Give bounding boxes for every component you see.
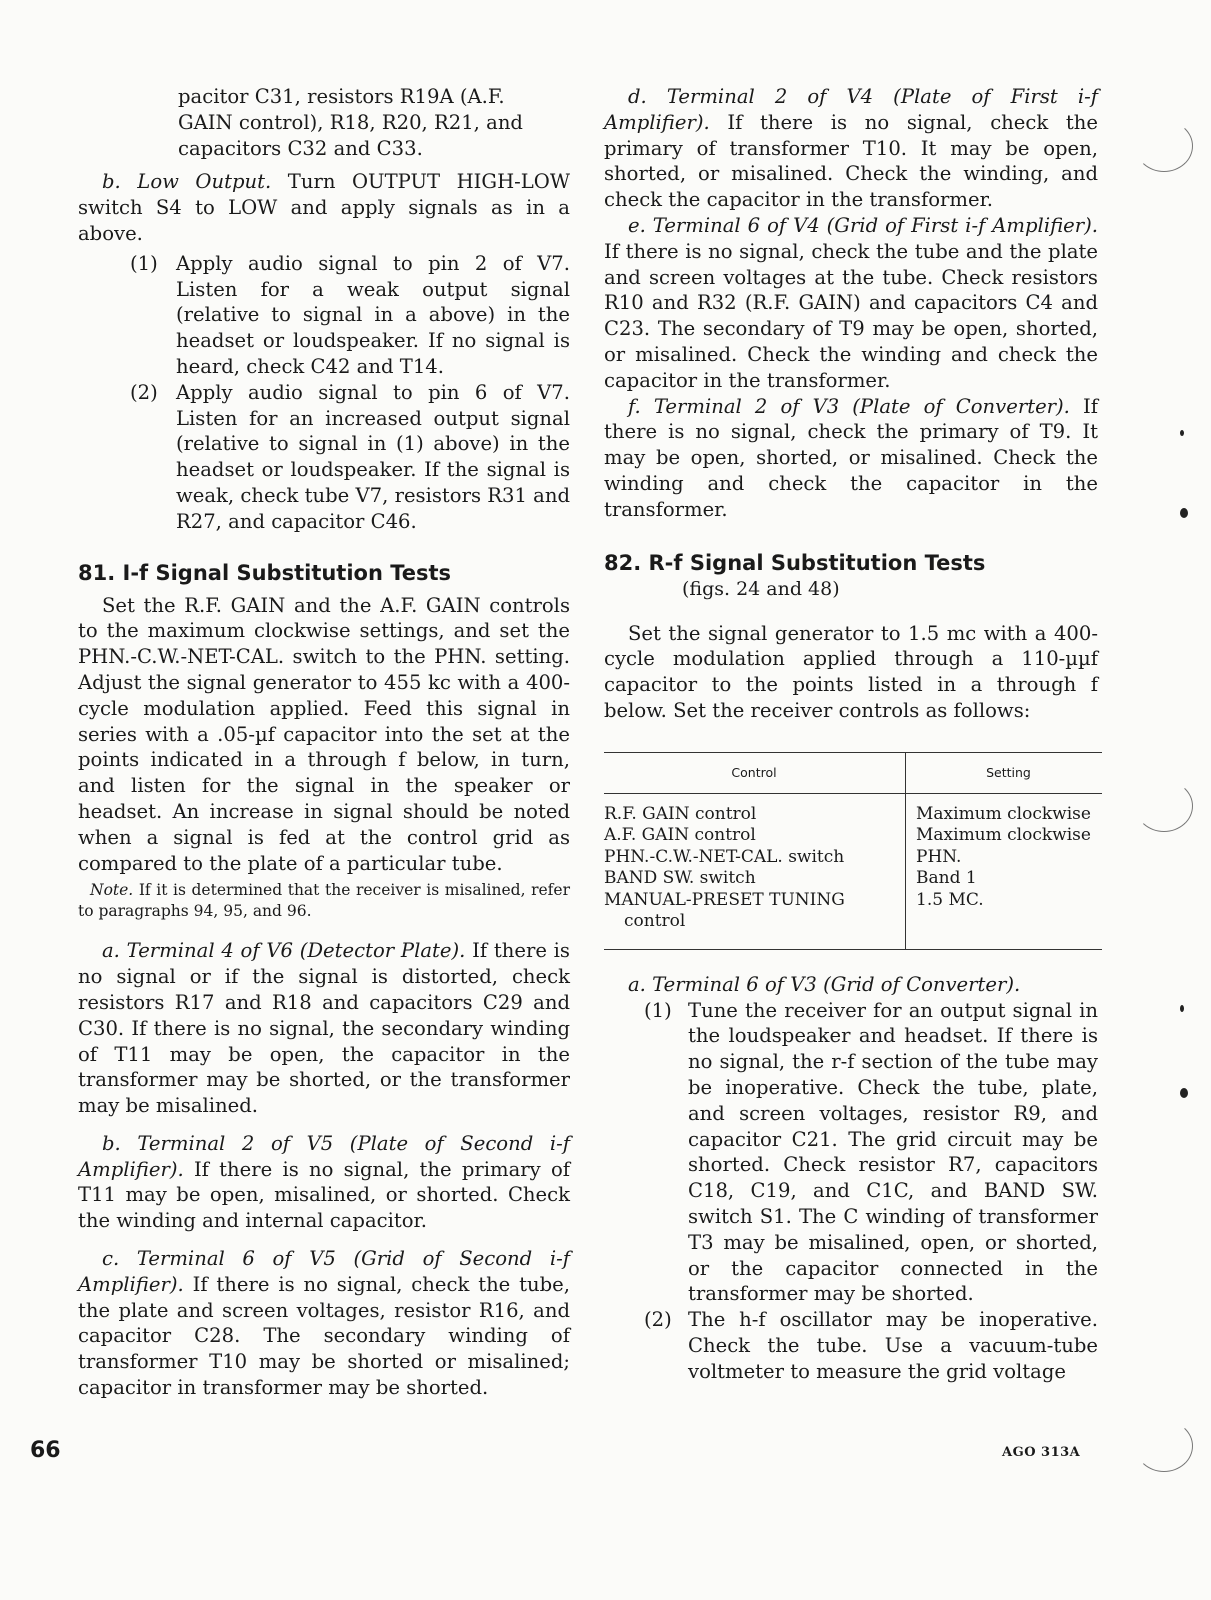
section-82-subheading: (figs. 24 and 48) (682, 577, 840, 600)
paragraph-label: d. Terminal 2 of V4 (Plate of First i-f Amplifier). (604, 85, 1098, 134)
paragraph-text: If there is no signal, check the primary of T9. It may be open, shorted, or misalined. Check the winding and check the capacitor in the transformer. (604, 394, 1098, 521)
scan-mark (1180, 508, 1188, 518)
scan-mark (1135, 780, 1193, 832)
control-name: R.F. GAIN control (604, 803, 757, 824)
setting-value: Maximum clockwise (916, 825, 1091, 846)
setting-value: Maximum clockwise (916, 803, 1091, 824)
scan-mark (1135, 120, 1193, 172)
paragraph-text: If there is no signal, check the primary of transformer T10. It may be open, shorted, or misalined. Check the winding, and check the capacitor in the transformer. (604, 110, 1098, 212)
list-text: Apply audio signal to pin 6 of V7. Listen for an increased output signal (relative to signal in (1) above) in the headset or loudspeaker. If the signal is weak, check tube V7, resistors R31 and R27, and capacitor C46. (176, 380, 570, 533)
paragraph-f (604, 394, 1098, 523)
section-heading-82: 82. R-f Signal Substitution Tests (604, 550, 986, 575)
scan-mark (1180, 1088, 1188, 1098)
page-number: 66 (30, 1438, 61, 1463)
note-label: Note. (90, 881, 134, 900)
paragraph-label: c. Terminal 6 of V5 (Grid of Second i-f Amplifier). (78, 1247, 570, 1296)
continued-paragraph (78, 84, 570, 161)
paragraph-a-converter (604, 972, 1098, 998)
document-code: AGO 313A (1002, 1445, 1081, 1460)
paragraph-label: a. Terminal 4 of V6 (Detector Plate). (102, 939, 466, 963)
continued-line: pacitor C31, resistors R19A (A.F. (178, 85, 505, 108)
list-item (604, 998, 1098, 1308)
paragraph-label: a. Terminal 6 of V3 (Grid of Converter). (628, 972, 1021, 996)
paragraph-e (604, 213, 1098, 394)
paragraph-label: b. Terminal 2 of V5 (Plate of Second i-f Amplifier). (78, 1131, 570, 1181)
control-name: MANUAL-PRESET TUNING (604, 889, 845, 910)
continued-line: GAIN control), R18, R20, R21, and (178, 110, 523, 134)
table-header-setting: Setting (906, 752, 1103, 793)
paragraph-text: If there is no signal, check the tube, the plate and screen voltages, resistor R16, and capacitor C28. The secondary winding of transformer T10 may be shorted or misalined; capacitor in transformer may be shorted. (78, 1272, 570, 1400)
paragraph-d (604, 84, 1098, 213)
table-header-control: Control (604, 752, 906, 793)
control-name: PHN.-C.W.-NET-CAL. switch (604, 846, 845, 867)
table-cell-controls (604, 793, 906, 949)
list-text: The h-f oscillator may be inoperative. Check the tube. Use a vacuum-tube voltmeter to measure the grid voltage (688, 1308, 1098, 1383)
list-number: (1) (130, 251, 158, 275)
list-text: Apply audio signal to pin 2 of V7. Listen for a weak output signal (relative to signal in a above) in the headset or loudspeaker. If no signal is heard, check C42 and T14. (176, 251, 570, 378)
table-header-row (604, 752, 1102, 793)
list-number: (2) (130, 380, 158, 404)
control-name: A.F. GAIN control (604, 825, 756, 846)
list-text: Tune the receiver for an output signal in the loudspeaker and headset. If there is no signal, the r-f section of the tube may be inoperative. Check the tube, plate, and screen voltages, resistor R9, and capacitor C21. The grid circuit may be shorted. Check resistor R7, capacitors C18, C19, and C1C, and BAND SW. switch S1. The C winding of transformer T3 may be misalined, open, or shorted, or the capacitor connected in the transformer may be shorted. (688, 998, 1098, 1306)
paragraph-a (78, 938, 570, 1119)
paragraph-label: e. Terminal 6 of V4 (Grid of First i-f Amplifier). (628, 213, 1098, 237)
paragraph-c (78, 1246, 570, 1401)
scan-mark (1180, 1005, 1184, 1012)
left-column (78, 84, 570, 1401)
list-item (604, 1307, 1098, 1384)
paragraph-label: b. Low Output. (102, 170, 272, 194)
paragraph-text: If there is no signal, the primary of T11 may be open, misalined, or shorted. Check the winding and internal capacitor. (78, 1157, 570, 1233)
list-item (78, 380, 570, 535)
continued-line: capacitors C32 and C33. (178, 136, 423, 160)
list-number: (2) (644, 1308, 672, 1332)
paragraph-text: If there is no signal, check the tube and the plate and screen voltages at the tube. Check resistors R10 and R32 (R.F. GAIN) and capacitors C4 and C23. The secondary of T9 may be open, shorted, or misalined. Check the winding and check the capacitor in the transformer. (604, 239, 1098, 392)
paragraph-b-low-output (78, 169, 570, 246)
paragraph-text: Turn OUTPUT HIGH-LOW switch S4 to LOW and apply signals as in a above. (78, 170, 570, 245)
section-heading-81: 81. I-f Signal Substitution Tests (78, 560, 452, 585)
section-82-intro: Set the signal generator to 1.5 mc with a 400-cycle modulation applied through a 110-µµf capacitor to the points listed in a through f below. Set the receiver controls as follows: (604, 621, 1098, 722)
setting-value: Band 1 (916, 868, 977, 889)
setting-value: PHN. (916, 846, 962, 867)
table-cell-settings (906, 793, 1103, 949)
paragraph-b (78, 1131, 570, 1234)
right-column (604, 84, 1098, 1384)
table-row (604, 793, 1102, 949)
section-81-intro: Set the R.F. GAIN and the A.F. GAIN controls to the maximum clockwise settings, and set the PHN.-C.W.-NET-CAL. switch to the PHN. setting. Adjust the signal generator to 455 kc with a 400-cycle modulation applied. Feed this signal in series with a .05-µf capacitor into the set at the points indicated in a through f below, in turn, and listen for the signal in the speaker or headset. An increase in signal should be noted when a signal is fed at the control grid as compared to the plate of a particular tube. (78, 593, 570, 875)
scan-mark (1135, 1420, 1193, 1472)
paragraph-label: f. Terminal 2 of V3 (Plate of Converter). (628, 394, 1070, 418)
control-name: control (624, 911, 686, 932)
list-item (78, 251, 570, 380)
scan-mark (1180, 430, 1184, 436)
note (78, 880, 570, 922)
control-name: BAND SW. switch (604, 868, 756, 889)
paragraph-text: If there is no signal or if the signal is distorted, check resistors R17 and R18 and capacitors C29 and C30. If there is no signal, the secondary winding of T11 may be open, the capacitor in the transformer may be shorted, or the transformer may be misalined. (78, 939, 570, 1118)
note-text: If it is determined that the receiver is misalined, refer to paragraphs 94, 95, and 96. (78, 881, 570, 921)
list-number: (1) (644, 998, 672, 1022)
controls-table (604, 752, 1102, 950)
setting-value: 1.5 MC. (916, 889, 984, 910)
